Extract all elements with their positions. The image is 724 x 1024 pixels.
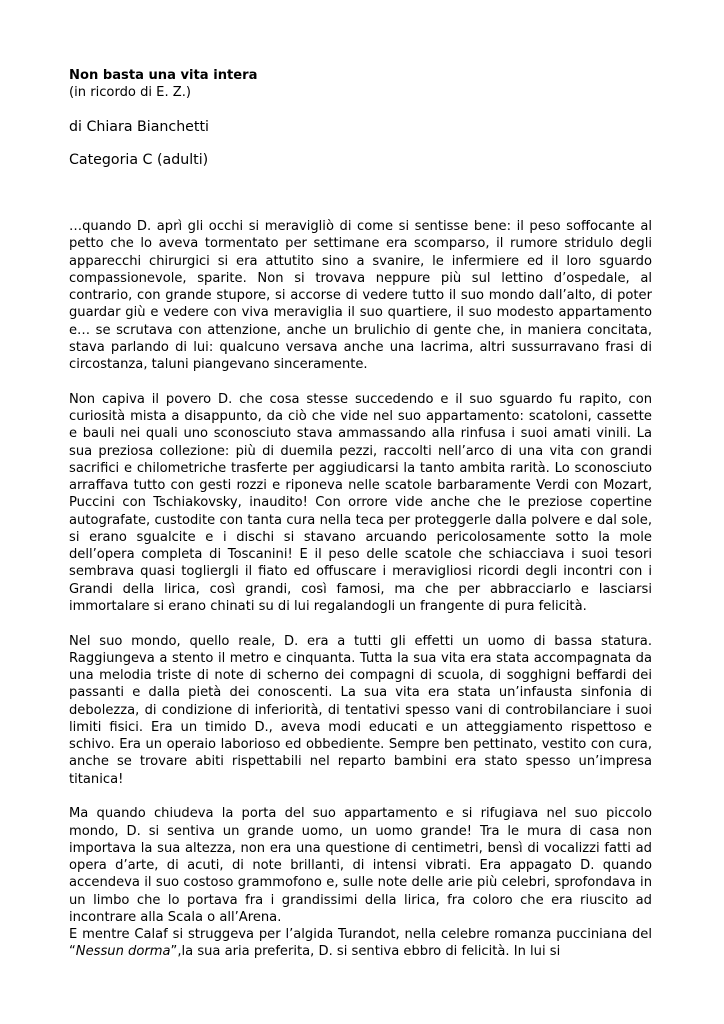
author-line: di Chiara Bianchetti (69, 119, 209, 135)
paragraph-1: …quando D. aprì gli occhi si meravigliò di come si sentisse bene: il peso soffocante al petto che lo aveva tormentato per settimane era scomparso, il rumore stridulo degli apparecchi chirurgici si era attutito sino a svanire, le infermiere ed il loro sguardo compassionevole, sparite. Non si trovava neppure più sul lettino d’ospedale, al contrario, con grande stupore, si accorse di vedere tutto il suo mondo dall’alto, di poter guardar giù e vedere con viva meraviglia il suo quartiere, il suo modesto appartamento e… se scrutava con attenzione, anche un brulichio di gente che, in maniera concitata, stava parlando di lui: qualcuno versava anche una lacrima, altri sussurravano frasi di circostanza, taluni piangevano sinceramente. (69, 219, 652, 372)
aria-title: Nessun dorma (75, 944, 171, 960)
paragraph-3: Nel suo mondo, quello reale, D. era a tutti gli effetti un uomo di bassa statura. Raggiungeva a stento il metro e cinquanta. Tutta la sua vita era stata accompagnata da una melodia triste di note di scherno dei compagni di scuola, di sogghigni beffardi dei passanti e dalla pietà dei conoscenti. La sua vita era stata un’infausta sinfonia di debolezza, di condizione di inferiorità, di tentativi spesso vani di controbilanciare i suoi limiti fisici. Era un timido D., aveva modi educati e un atteggiamento rispettoso e schivo. Era un operaio laborioso ed obbediente. Sempre ben pettinato, vestito con cura, anche se trovare abiti rispettabili nel reparto bambini era stato spesso un’impresa titanica! (69, 633, 652, 787)
paragraph-4: Ma quando chiudeva la porta del suo appartamento e si rifugiava nel suo piccolo mondo, D. si sentiva un grande uomo, un uomo grande! Tra le mura di casa non importava la sua altezza, non era una questione di centimetri, bensì di vocalizzi fatti ad opera d’arte, di acuti, di note brillanti, di intensi vibrati. Era appagato D. quando accendeva il suo costoso grammofono e, sulle note delle arie più celebri, sprofondava in un limbo che lo portava fra i grandissimi della lirica, fra coloro che era riuscito ad incontrare alla Scala o all’Arena. (69, 806, 652, 925)
category-line: Categoria C (adulti) (69, 152, 209, 168)
paragraph-5 (69, 926, 652, 961)
paragraph-5-end: ”,la sua aria preferita, D. si sentiva ebbro di felicità. In lui si (170, 944, 561, 960)
story-body (69, 218, 652, 961)
story-dedication: (in ricordo di E. Z.) (69, 85, 192, 101)
document-header (69, 67, 652, 168)
paragraph-5-start: E mentre Calaf si struggeva per l’algida Turandot, nella celebre romanza pucciniana del “ (69, 927, 652, 960)
paragraph-2: Non capiva il povero D. che cosa stesse succedendo e il suo sguardo fu rapito, con curiosità mista a disappunto, da ciò che vide nel suo appartamento: scatoloni, cassette e bauli nei quali uno sconosciuto stava ammassando alla rinfusa i suoi amati vinili. La sua preziosa collezione: più di duemila pezzi, raccolti nell’arco di una vita con grandi sacrifici e chilometriche trasferte per aggiudicarsi la tanto ambita rarità. Lo sconosciuto arraffava tutto con gesti rozzi e riponeva nelle scatole barbaramente Verdi con Mozart, Puccini con Tschiakovsky, inaudito! Con orrore vide anche che le preziose copertine autografate, custodite con tanta cura nella teca per proteggerle dalla polvere e dal sole, si erano sgualcite e i dischi si stavano arcuando pericolosamente sotto la mole dell’opera completa di Toscanini! E il peso delle scatole che schiacciava i suoi tesori sembrava quasi togliergli il fiato ed offuscare i meravigliosi ricordi degli incontri con i Grandi della lirica, così grandi, così famosi, ma che per abbracciarlo e lasciarsi immortalare si erano chinati su di lui regalandogli un frangente di pura felicità. (69, 391, 652, 614)
story-title: Non basta una vita intera (69, 68, 258, 83)
